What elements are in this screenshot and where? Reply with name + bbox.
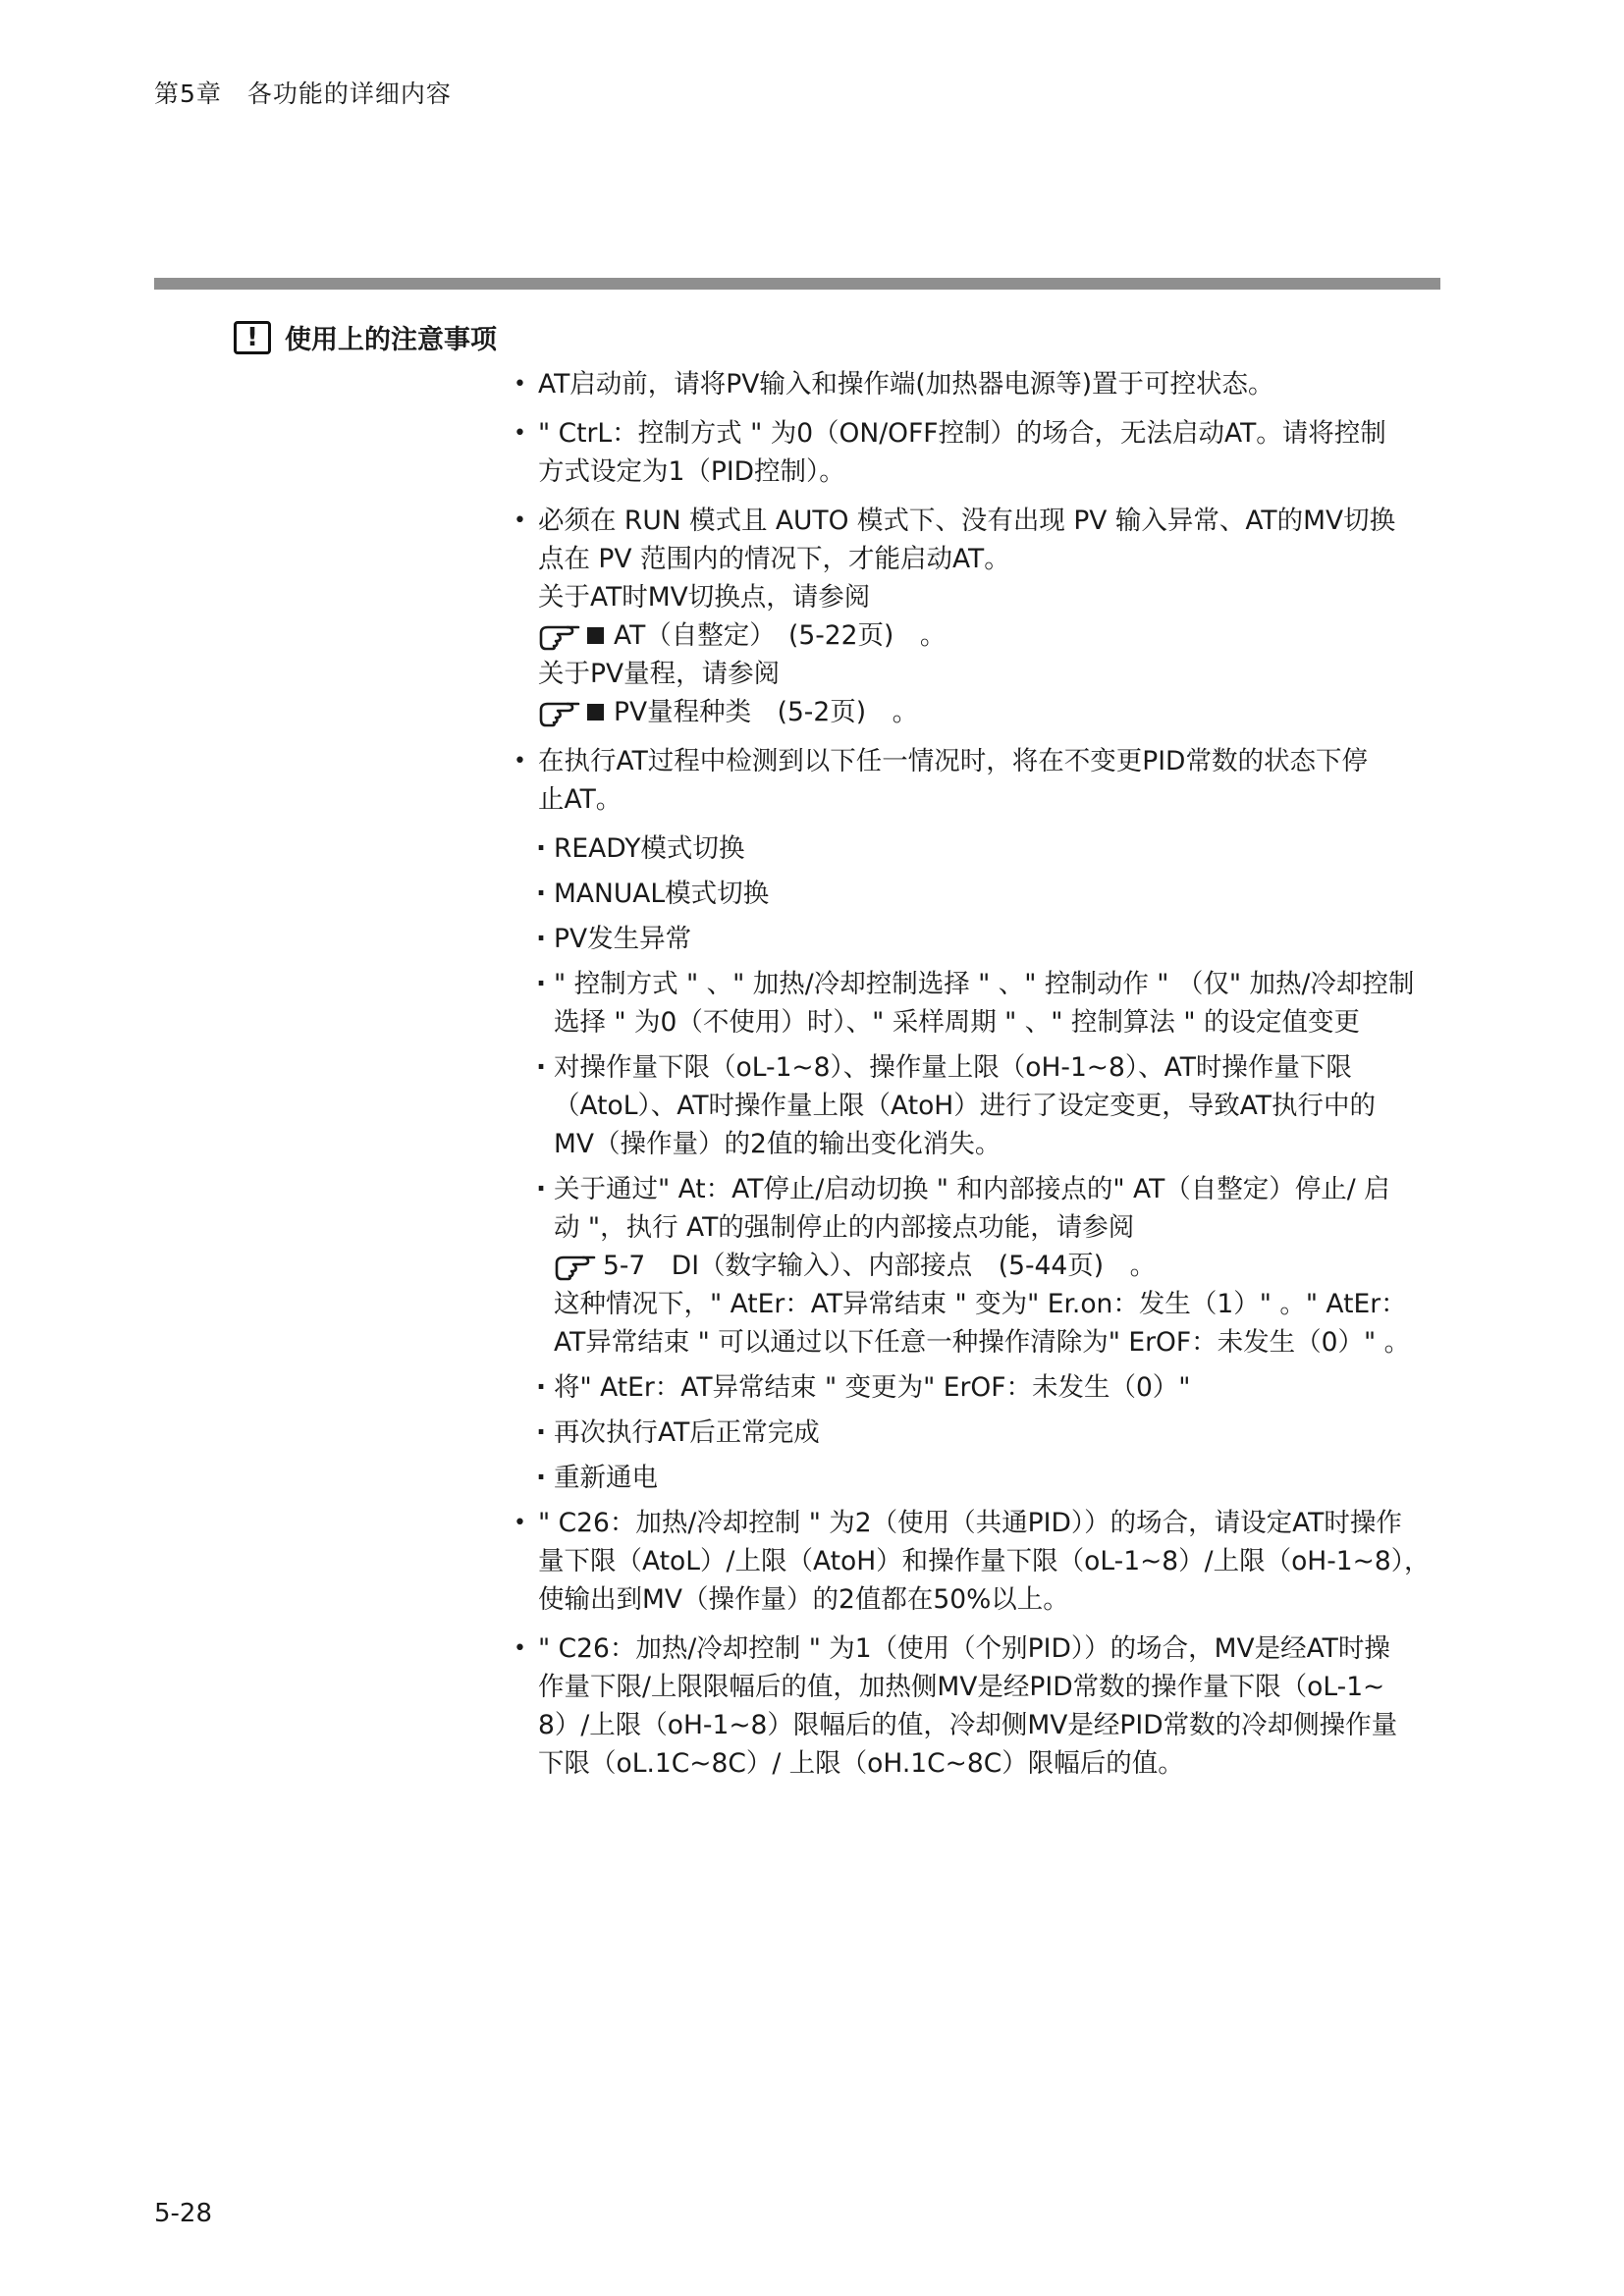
sub-item — [514, 1048, 1442, 1163]
filled-square-icon — [587, 704, 604, 721]
sub-item-text: · 关于通过" At：AT停止/启动切换 " 和内部接点的" AT（自整定）停止/ 启 — [554, 1174, 1390, 1204]
note-item — [514, 742, 1442, 819]
note-text: 关于PV量程，请参阅 — [538, 659, 781, 689]
note-text: 使输出到MV（操作量）的2值都在50%以上。 — [538, 1584, 1069, 1615]
note-text: 量下限（AtoL）/上限（AtoH）和操作量下限（oL-1~8）/上限（oH-1~8）， — [538, 1546, 1431, 1576]
sub-item-text: · " 控制方式 " 、" 加热/冷却控制选择 " 、" 控制动作 " （仅" 加热/冷却控制 — [554, 969, 1415, 999]
filled-square-icon — [587, 627, 604, 644]
note-text: • AT启动前，请将PV输入和操作端(加热器电源等)置于可控状态。 — [538, 369, 1274, 400]
sub-item — [514, 875, 1442, 913]
reference-text: AT（自整定） (5-22页) 。 — [614, 620, 947, 651]
note-text: 作量下限/上限限幅后的值，加热侧MV是经PID常数的操作量下限（oL-1~ — [538, 1672, 1385, 1702]
note-text: 方式设定为1（PID控制）。 — [538, 456, 845, 487]
note-item — [514, 1629, 1442, 1783]
sub-item-text: · MANUAL模式切换 — [554, 879, 770, 909]
note-text: • " CtrL：控制方式 " 为0（ON/OFF控制）的场合，无法启动AT。请将控制 — [538, 418, 1386, 449]
sub-item — [514, 920, 1442, 958]
sub-item-text: AT异常结束 " 可以通过以下任意一种操作清除为" ErOF：未发生（0）" 。 — [554, 1327, 1411, 1358]
sub-item-text: （AtoL）、AT时操作量上限（AtoH）进行了设定变更，导致AT执行中的 — [554, 1091, 1376, 1121]
cross-reference[interactable] — [554, 1247, 1442, 1285]
page-number: 5-28 — [154, 2199, 213, 2228]
sub-item — [514, 965, 1442, 1041]
note-text: • 必须在 RUN 模式且 AUTO 模式下、没有出现 PV 输入异常、AT的MV切换 — [538, 506, 1396, 536]
sub-item-text: MV（操作量）的2值的输出变化消失。 — [554, 1129, 1001, 1159]
sub-item-text: · 重新通电 — [554, 1463, 658, 1493]
sub-item-text: 这种情况下，" AtEr：AT异常结束 " 变为" Er.on：发生（1）" 。" AtEr： — [554, 1289, 1407, 1319]
reference-text: PV量程种类 (5-2页) 。 — [614, 697, 919, 727]
sub-item-text: 动 "，执行 AT的强制停止的内部接点功能，请参阅 — [554, 1212, 1135, 1243]
chapter-header: 第5章 各功能的详细内容 — [154, 80, 452, 108]
sub-item-text: · 再次执行AT后正常完成 — [554, 1417, 820, 1448]
sub-item-text: 选择 " 为0（不使用）时）、" 采样周期 " 、" 控制算法 " 的设定值变更 — [554, 1007, 1360, 1038]
section-divider — [154, 278, 1440, 290]
sub-item-text: · READY模式切换 — [554, 833, 745, 864]
sub-item — [514, 829, 1442, 868]
note-item — [514, 502, 1442, 731]
sub-item-text: · 对操作量下限（oL-1~8）、操作量上限（oH-1~8）、AT时操作量下限 — [554, 1052, 1352, 1083]
note-text: • " C26：加热/冷却控制 " 为2（使用（共通PID））的场合，请设定AT时操作 — [538, 1508, 1402, 1538]
pointing-hand-icon — [554, 1252, 597, 1281]
note-text: 8）/上限（oH-1~8）限幅后的值，冷却侧MV是经PID常数的冷却侧操作量 — [538, 1710, 1398, 1740]
note-text: 止AT。 — [538, 784, 623, 815]
pointing-hand-icon — [538, 621, 581, 651]
sub-item-text: · 将" AtEr：AT异常结束 " 变更为" ErOF：未发生（0）" — [554, 1372, 1191, 1403]
sub-item — [514, 1170, 1442, 1362]
caution-heading — [234, 318, 497, 356]
sub-item — [514, 1459, 1442, 1497]
caution-notes — [514, 365, 1442, 1793]
sub-item — [514, 1414, 1442, 1452]
note-text: • " C26：加热/冷却控制 " 为1（使用（个别PID））的场合，MV是经AT时操 — [538, 1633, 1390, 1664]
pointing-hand-icon — [538, 698, 581, 727]
cross-reference[interactable] — [538, 693, 1442, 731]
note-text: 关于AT时MV切换点，请参阅 — [538, 582, 871, 613]
sub-item — [514, 1368, 1442, 1407]
note-item — [514, 365, 1442, 403]
caution-title: 使用上的注意事项 — [285, 325, 497, 355]
note-text: • 在执行AT过程中检测到以下任一情况时，将在不变更PID常数的状态下停 — [538, 746, 1368, 776]
note-item — [514, 1504, 1442, 1619]
note-item — [514, 414, 1442, 491]
cross-reference[interactable] — [538, 616, 1442, 655]
note-text: 点在 PV 范围内的情况下，才能启动AT。 — [538, 544, 1010, 574]
reference-text: 5-7 DI（数字输入）、内部接点 (5-44页) 。 — [603, 1251, 1157, 1281]
exclamation-box-icon: ! — [234, 321, 271, 354]
note-text: 下限（oL.1C~8C）/ 上限（oH.1C~8C）限幅后的值。 — [538, 1748, 1184, 1779]
sub-item-text: · PV发生异常 — [554, 924, 692, 954]
